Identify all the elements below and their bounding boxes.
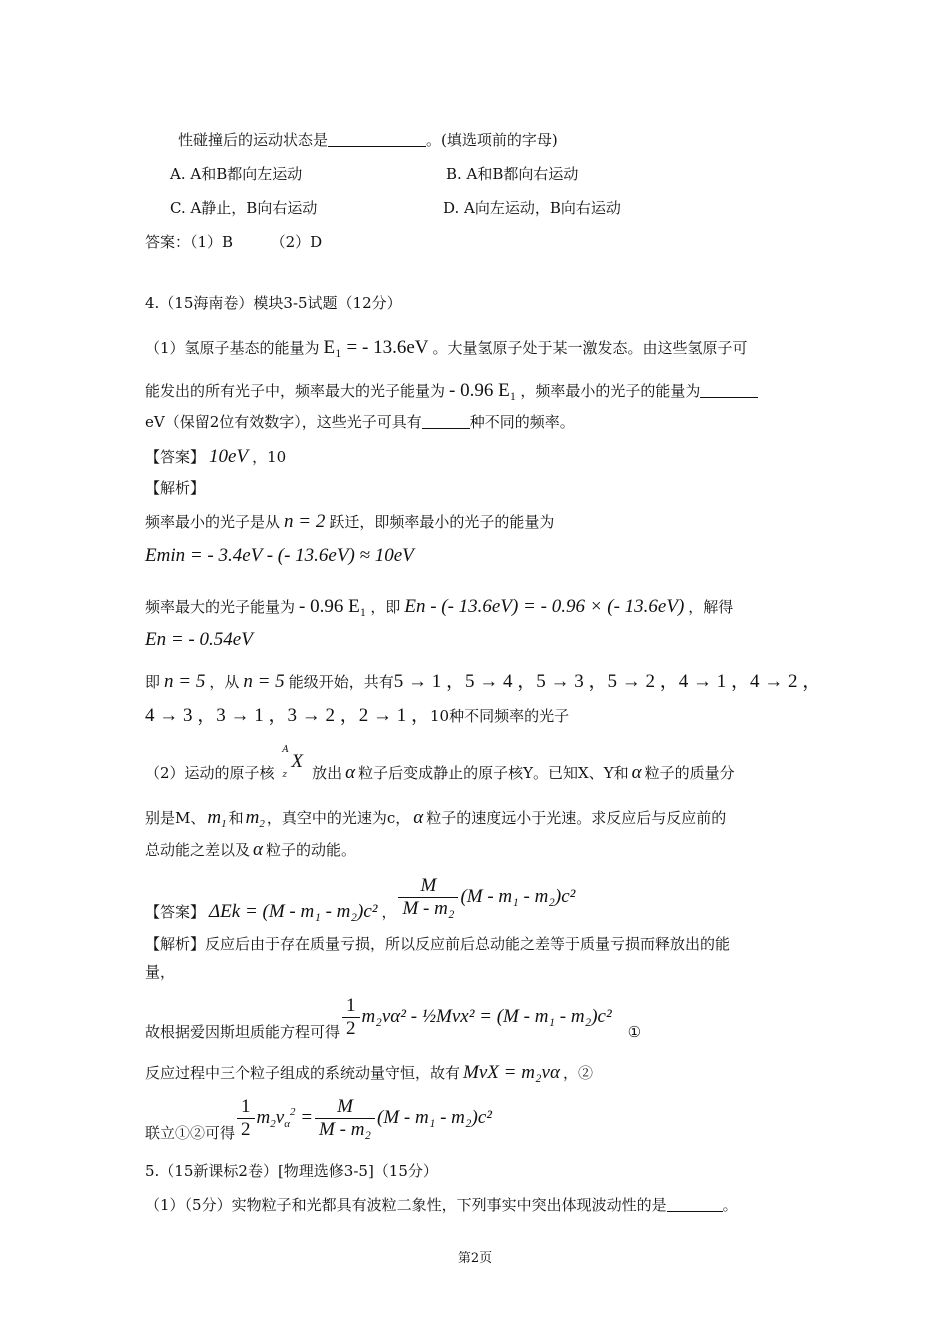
option-a: A. A和B都向左运动 bbox=[170, 165, 303, 183]
analysis2-line2: 量， bbox=[145, 963, 176, 981]
analysis-line1: 频率最小的光子是从 n = 2 跃迁，即频率最小的光子的能量为 bbox=[145, 511, 555, 532]
q5-part1: （1）（5分）实物粒子和光都具有波粒二象性，下列事实中突出体现波动性的是 。 bbox=[145, 1196, 738, 1214]
equation-delta-ek: ΔEk = (M - m₁ - m₂)c² bbox=[209, 901, 378, 922]
transition-list: 5 → 1 ，5 → 4 ，5 → 3 ，5 → 2 ，4 → 1 ，4 → 2 ， bbox=[393, 671, 822, 692]
fill-blank bbox=[667, 1195, 723, 1212]
analysis2-line3: 故根据爱因斯坦质能方程可得 $\frac{1}{2}$ m₂vα² - ½Mvx² = (M - m₁ - m₂)c² ① bbox=[145, 994, 642, 1041]
option-d: D. A向左运动，B向右运动 bbox=[443, 199, 621, 217]
fill-blank bbox=[700, 381, 758, 398]
equation-en-result: En = - 0.54eV bbox=[145, 629, 253, 650]
q4-part2-line1: （2）运动的原子核 A z X 放出 α 粒子后变成静止的原子核Y。已知X、Y和 α 粒子的质量分 bbox=[145, 745, 735, 783]
equation-emin: Emin = - 3.4eV - (- 13.6eV) ≈ 10eV bbox=[145, 545, 414, 566]
q3-stem-line: 性碰撞后的运动状态是 。(填选项前的字母) bbox=[178, 131, 558, 149]
equation-max-energy: - 0.96 E₁ bbox=[449, 380, 517, 401]
analysis-line6: 4 → 3 ，3 → 1 ，3 → 2 ，2 → 1 ，10种不同频率的光子 bbox=[145, 705, 570, 726]
q4-answer1: 【答案】 10eV ，10 bbox=[145, 446, 287, 467]
q4-part2-line2: 别是M、 $m_1$ 和 $m_2$ ，真空中的光速为c， α 粒子的速度远小于光速。求反应后与反应前的 bbox=[145, 807, 727, 830]
analysis-line5: 即 n = 5 ，从 n = 5 能级开始，共有5 → 1 ，5 → 4 ，5 → 3 ，5 → 2 ，4 → 1 ，4 → 2 ， bbox=[145, 671, 822, 692]
q4-part2-line3: 总动能之差以及 α 粒子的动能。 bbox=[145, 839, 357, 860]
analysis-line3: 频率最大的光子能量为 - 0.96 E₁ ，即 En - (- 13.6eV) = - 0.96 × (- 13.6eV) ，解得 bbox=[145, 596, 734, 617]
energy-equation: m₂vα² - ½Mvx² = (M - m₁ - m₂)c² bbox=[361, 1006, 612, 1027]
analysis2-line5: 联立①②可得 $\frac{1}{2}$ $m_2v_\alpha^2$ = $\frac{M}{\text{M - m₂}}$ (M - m₁ - m₂)c² bbox=[145, 1095, 492, 1142]
q4-answer2: 【答案】 ΔEk = (M - m₁ - m₂)c² ， $\frac{M}{\text{M - m₂}}$ (M - m₁ - m₂)c² bbox=[145, 874, 576, 922]
fraction: $\frac{1}{2}$ bbox=[237, 1097, 255, 1140]
fill-blank bbox=[422, 412, 470, 429]
alpha-symbol: α bbox=[345, 762, 356, 783]
q3-answer: 答案：（1）B （2）D bbox=[145, 233, 323, 251]
analysis2-line1: 【解析】反应后由于存在质量亏损，所以反应前后总动能之差等于质量亏损而释放出的能 bbox=[145, 935, 731, 953]
fraction: $\frac{M}{\text{M - m₂}}$ bbox=[398, 876, 458, 919]
page-number: 第2页 bbox=[457, 1251, 493, 1266]
q4-heading: 4.（15海南卷）模块3-5试题（12分） bbox=[145, 294, 402, 312]
q4-part1-line2: 能发出的所有光子中，频率最大的光子能量为 - 0.96 E₁ ，频率最小的光子的能量为 bbox=[145, 381, 758, 401]
analysis-label: 【解析】 bbox=[145, 479, 206, 497]
fill-blank bbox=[328, 130, 426, 147]
analysis2-line4: 反应过程中三个粒子组成的系统动量守恒，故有 MvX = m₂vα ，② bbox=[145, 1062, 593, 1083]
equation-max: - 0.96 E₁ bbox=[299, 596, 367, 617]
option-b: B. A和B都向右运动 bbox=[446, 165, 579, 183]
equation-e1: E₁ = - 13.6eV bbox=[323, 337, 429, 358]
fraction: $\frac{M}{\text{M - m₂}}$ bbox=[315, 1097, 375, 1140]
equation-n2: n = 2 bbox=[284, 511, 326, 532]
fraction: $\frac{1}{2}$ bbox=[342, 996, 360, 1039]
equation-en: En - (- 13.6eV) = - 0.96 × (- 13.6eV) bbox=[404, 596, 685, 617]
option-c: C. A静止，B向右运动 bbox=[170, 199, 318, 217]
transition-list: 4 → 3 ，3 → 1 ，3 → 2 ，2 → 1 ， bbox=[145, 705, 431, 726]
q5-heading: 5.（15新课标2卷）[物理选修3-5]（15分） bbox=[145, 1162, 438, 1180]
q4-part1-line3: eV（保留2位有效数字），这些光子可具有 种不同的频率。 bbox=[145, 413, 575, 431]
q4-part1-line1: （1）氢原子基态的能量为 E₁ = - 13.6eV 。大量氢原子处于某一激发态。由这些氢原子可 bbox=[145, 337, 748, 358]
momentum-equation: MvX = m₂vα bbox=[463, 1062, 560, 1083]
nuclide-symbol: A z X bbox=[282, 745, 303, 780]
answer-value: 10eV bbox=[209, 446, 249, 467]
